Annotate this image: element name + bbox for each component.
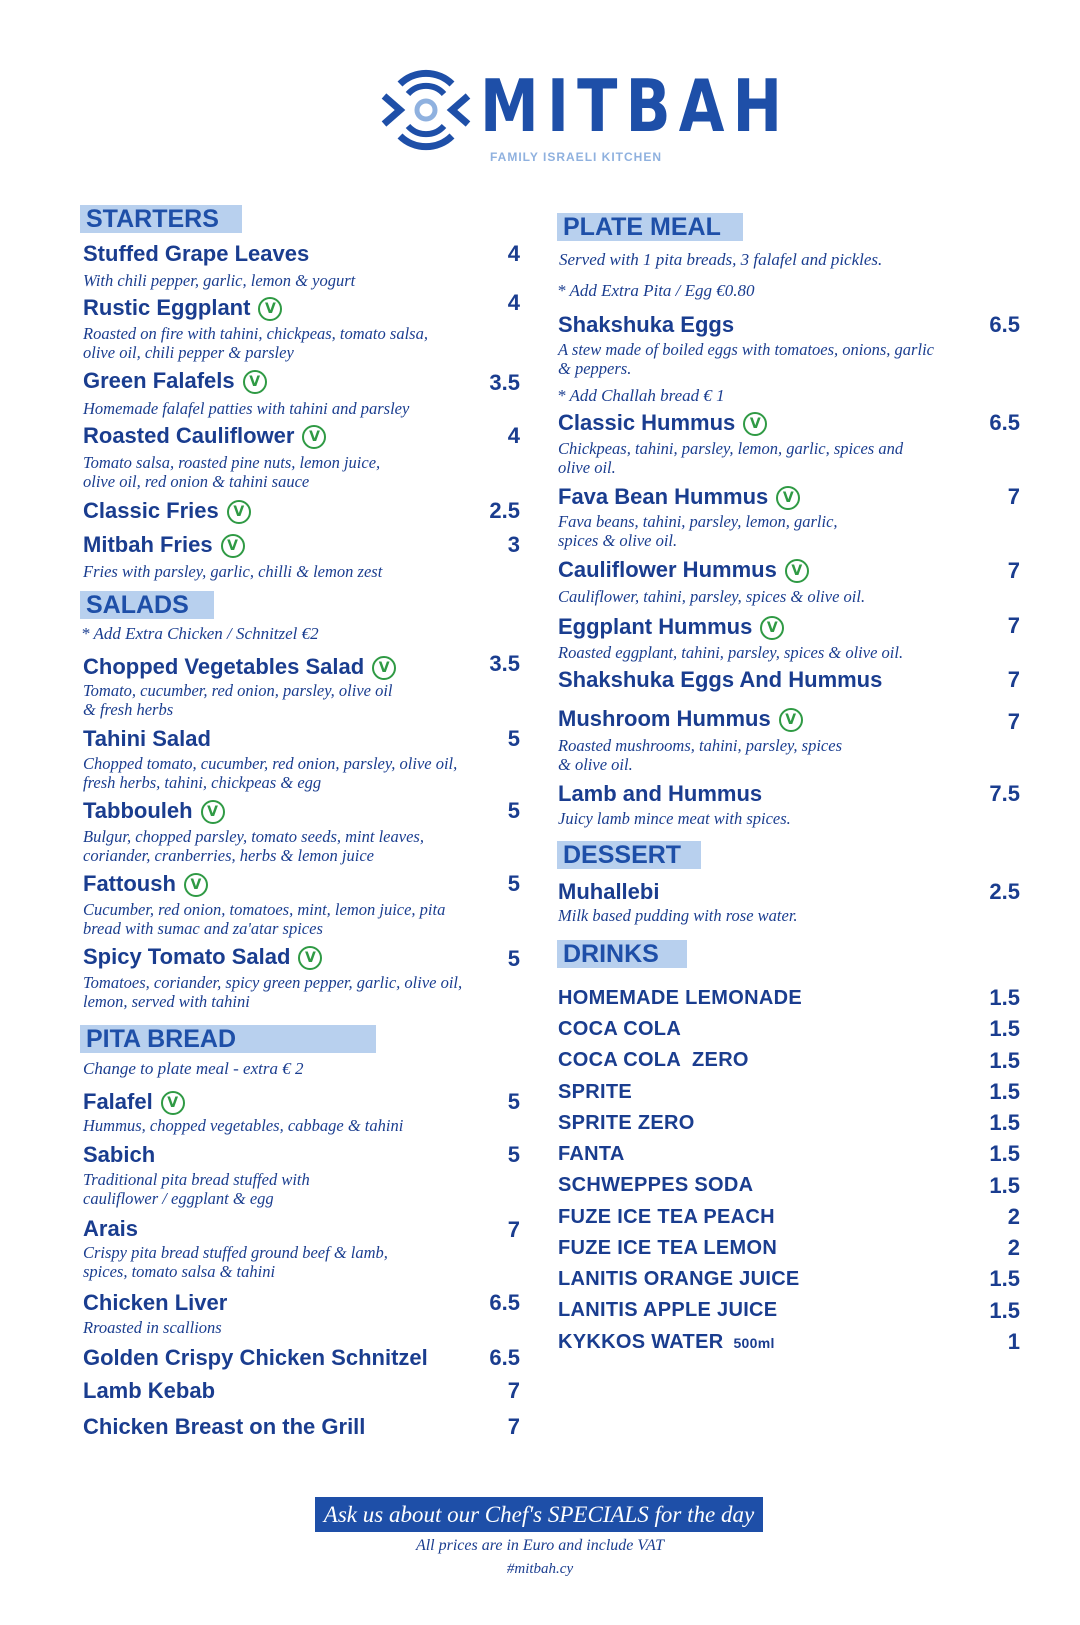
mitbah-logo-icon: [378, 62, 474, 158]
menu-item-label: Fattoush: [83, 871, 176, 896]
menu-item-price: 3: [507, 532, 520, 557]
menu-item-label: Roasted Cauliflower: [83, 423, 295, 448]
vegan-icon: V: [243, 370, 267, 394]
vegan-icon: V: [743, 412, 767, 436]
menu-item-label: Eggplant Hummus: [558, 614, 753, 639]
vegan-icon: V: [779, 708, 803, 732]
section-note: * Add Extra Chicken / Schnitzel €2: [81, 624, 319, 643]
menu-item-name: Golden Crispy Chicken Schnitzel: [83, 1345, 428, 1370]
vegan-icon: V: [776, 486, 800, 510]
section-note: * Add Extra Pita / Egg €0.80: [557, 281, 755, 300]
menu-item-price: 7: [1007, 484, 1020, 509]
menu-item-price: 6.5: [989, 312, 1020, 337]
vegan-icon: V: [184, 873, 208, 897]
drink-price: 2: [1007, 1204, 1020, 1229]
vegan-icon: V: [161, 1091, 185, 1115]
drink-name: HOMEMADE LEMONADE: [558, 987, 802, 1009]
menu-item-price: 7: [1007, 613, 1020, 638]
vegan-icon: V: [302, 425, 326, 449]
menu-item-name: Sabich: [83, 1142, 156, 1167]
vegan-icon: V: [258, 297, 282, 321]
drink-price: 1.5: [989, 1141, 1020, 1166]
menu-item-label: Tabbouleh: [83, 798, 193, 823]
menu-item-label: Green Falafels: [83, 368, 235, 393]
menu-item-name: Chicken Breast on the Grill: [83, 1414, 366, 1439]
menu-item-desc: Chickpeas, tahini, parsley, lemon, garlic, spices and olive oil.: [558, 439, 904, 477]
menu-item-name: [83, 871, 208, 897]
menu-item-name: [83, 498, 251, 524]
hashtag: #mitbah.cy: [506, 1561, 574, 1577]
menu-item-label: Cauliflower Hummus: [558, 557, 777, 582]
menu-item-price: 3.5: [489, 651, 520, 676]
vegan-icon: V: [785, 559, 809, 583]
menu-item-price: 6.5: [489, 1290, 520, 1315]
menu-item-label: Chopped Vegetables Salad: [83, 654, 365, 679]
menu-item-name: [83, 654, 396, 680]
logo: [378, 62, 791, 172]
section-title-salads: SALADS: [80, 591, 214, 619]
menu-item-price: 2.5: [989, 879, 1020, 904]
menu-item-price: 4: [507, 423, 520, 448]
menu-item-desc: Bulgur, chopped parsley, tomato seeds, mint leaves, coriander, cranberries, herbs & lemon juice: [83, 827, 424, 865]
drink-price: 2: [1007, 1235, 1020, 1260]
menu-item-name: [83, 944, 322, 970]
drink-name: SPRITE: [558, 1081, 633, 1103]
section-title-starters: STARTERS: [80, 205, 242, 233]
menu-item-label: Spicy Tomato Salad: [83, 944, 291, 969]
menu-item-name: [558, 557, 809, 583]
drink-name: COCA COLA: [558, 1018, 682, 1040]
menu-item-price: 6.5: [489, 1345, 520, 1370]
section-title-dessert: DESSERT: [557, 841, 701, 869]
menu-item-price: 7: [507, 1378, 520, 1403]
menu-item-name: [83, 295, 282, 321]
menu-item-desc: With chili pepper, garlic, lemon & yogurt: [83, 271, 356, 290]
menu-item-label: Mitbah Fries: [83, 532, 213, 557]
menu-item-label: Mushroom Hummus: [558, 706, 771, 731]
drink-name: SCHWEPPES SODA: [558, 1174, 754, 1196]
menu-item-desc: Roasted on fire with tahini, chickpeas, tomato salsa, olive oil, chili pepper & parsley: [83, 324, 428, 362]
drink-name: [558, 1330, 775, 1355]
menu-item-name: [83, 798, 225, 824]
drink-name: FUZE ICE TEA PEACH: [558, 1206, 775, 1228]
menu-item-price: 5: [507, 871, 520, 896]
menu-item-label: Classic Hummus: [558, 410, 736, 435]
menu-item-price: 3.5: [489, 370, 520, 395]
menu-item-label: Falafel: [83, 1089, 153, 1114]
menu-item-name: [558, 484, 800, 510]
menu-item-price: 7: [507, 1414, 520, 1439]
menu-item-name: Shakshuka Eggs And Hummus: [558, 667, 883, 692]
drink-name: FANTA: [558, 1143, 625, 1165]
section-title-pita-bread: PITA BREAD: [80, 1025, 376, 1053]
menu-item-desc: Tomato salsa, roasted pine nuts, lemon juice, olive oil, red onion & tahini sauce: [83, 453, 381, 491]
menu-item-desc: Fries with parsley, garlic, chilli & lemon zest: [83, 562, 383, 581]
menu-item-name: Muhallebi: [558, 879, 660, 904]
vegan-icon: V: [221, 534, 245, 558]
vegan-icon: V: [372, 656, 396, 680]
menu-item-price: 7: [1007, 667, 1020, 692]
drink-price: 1.5: [989, 1079, 1020, 1104]
menu-item-price: 4: [507, 290, 520, 315]
menu-item-name: Arais: [83, 1216, 139, 1241]
menu-item-name: Shakshuka Eggs: [558, 312, 735, 337]
menu-item-price: 4: [507, 241, 520, 266]
menu-item-name: [83, 423, 326, 449]
vegan-icon: V: [227, 500, 251, 524]
menu-item-desc: Rroasted in scallions: [83, 1318, 222, 1337]
menu-item-desc: Roasted mushrooms, tahini, parsley, spices & olive oil.: [558, 736, 843, 774]
menu-item-name: Lamb Kebab: [83, 1378, 216, 1403]
menu-item-price: 5: [507, 798, 520, 823]
menu-item-name: Chicken Liver: [83, 1290, 228, 1315]
drink-price: 1.5: [989, 985, 1020, 1010]
menu-item-desc: Chopped tomato, cucumber, red onion, parsley, olive oil, fresh herbs, tahini, chickpeas & egg: [83, 754, 458, 792]
menu-item-name: Tahini Salad: [83, 726, 211, 751]
menu-item-desc: Cauliflower, tahini, parsley, spices & olive oil.: [558, 587, 866, 606]
menu-item-price: 5: [507, 1142, 520, 1167]
menu-item-desc: Fava beans, tahini, parsley, lemon, garlic, spices & olive oil.: [558, 512, 838, 550]
vegan-icon: V: [760, 616, 784, 640]
menu-item-price: 5: [507, 1089, 520, 1114]
menu-item-name: [83, 368, 267, 394]
specials-banner: Ask us about our Chef's SPECIALS for the day: [315, 1497, 763, 1532]
menu-item-desc: Cucumber, red onion, tomatoes, mint, lemon juice, pita bread with sumac and za'atar spices: [83, 900, 446, 938]
menu-item-name: [83, 1089, 185, 1115]
menu-item-desc: Crispy pita bread stuffed ground beef & lamb, spices, tomato salsa & tahini: [83, 1243, 388, 1281]
menu-item-name: [83, 532, 245, 558]
menu-item-label: Rustic Eggplant: [83, 295, 251, 320]
menu-item-label: Fava Bean Hummus: [558, 484, 769, 509]
vegan-icon: V: [201, 800, 225, 824]
vegan-icon: V: [298, 946, 322, 970]
menu-item-label: Classic Fries: [83, 498, 219, 523]
menu-item-desc: Traditional pita bread stuffed with cauliflower / eggplant & egg: [83, 1170, 310, 1208]
menu-item-desc: Tomatoes, coriander, spicy green pepper, garlic, olive oil, lemon, served with tahini: [83, 973, 463, 1011]
menu-item-name: [558, 706, 803, 732]
menu-item-desc: Roasted eggplant, tahini, parsley, spices & olive oil.: [558, 643, 904, 662]
menu-item-name: Stuffed Grape Leaves: [83, 241, 310, 266]
drink-price: 1.5: [989, 1016, 1020, 1041]
menu-item-desc: Homemade falafel patties with tahini and parsley: [83, 399, 410, 418]
drink-price: 1: [1007, 1329, 1020, 1354]
brand-name: MITBAH: [480, 64, 791, 148]
menu-item-price: 5: [507, 946, 520, 971]
menu-item-desc: Tomato, cucumber, red onion, parsley, olive oil & fresh herbs: [83, 681, 393, 719]
menu-item-desc: Juicy lamb mince meat with spices.: [558, 809, 791, 828]
section-note: Served with 1 pita breads, 3 falafel and pickles.: [559, 250, 883, 269]
section-title-plate-meal: PLATE MEAL: [557, 213, 743, 241]
menu-item-name: Lamb and Hummus: [558, 781, 763, 806]
section-note: Change to plate meal - extra € 2: [83, 1059, 304, 1078]
drink-price: 1.5: [989, 1110, 1020, 1135]
vat-note: All prices are in Euro and include VAT: [415, 1537, 665, 1554]
section-note: * Add Challah bread € 1: [557, 386, 725, 405]
drink-size: 500ml: [733, 1335, 775, 1351]
menu-item-desc: A stew made of boiled eggs with tomatoes, onions, garlic & peppers.: [558, 340, 934, 378]
drink-price: 1.5: [989, 1048, 1020, 1073]
drink-price: 1.5: [989, 1173, 1020, 1198]
drink-name: LANITIS APPLE JUICE: [558, 1299, 778, 1321]
drink-price: 1.5: [989, 1266, 1020, 1291]
drink-name: SPRITE ZERO: [558, 1112, 695, 1134]
drink-label: KYKKOS WATER: [558, 1331, 724, 1353]
brand-tagline: FAMILY ISRAELI KITCHEN: [490, 150, 663, 164]
drink-name: COCA COLA ZERO: [558, 1049, 749, 1071]
menu-item-price: 7: [1007, 709, 1020, 734]
menu-item-desc: Milk based pudding with rose water.: [558, 906, 798, 925]
menu-item-price: 7.5: [989, 781, 1020, 806]
menu-item-price: 5: [507, 726, 520, 751]
menu-item-name: [558, 614, 784, 640]
menu-item-price: 2.5: [489, 498, 520, 523]
menu-item-price: 6.5: [989, 410, 1020, 435]
drink-name: LANITIS ORANGE JUICE: [558, 1268, 800, 1290]
section-title-drinks: DRINKS: [557, 940, 687, 968]
menu-item-price: 7: [1007, 558, 1020, 583]
menu-item-name: [558, 410, 767, 436]
drink-price: 1.5: [989, 1298, 1020, 1323]
menu-item-desc: Hummus, chopped vegetables, cabbage & tahini: [83, 1116, 404, 1135]
drink-name: FUZE ICE TEA LEMON: [558, 1237, 778, 1259]
menu-item-price: 7: [507, 1217, 520, 1242]
